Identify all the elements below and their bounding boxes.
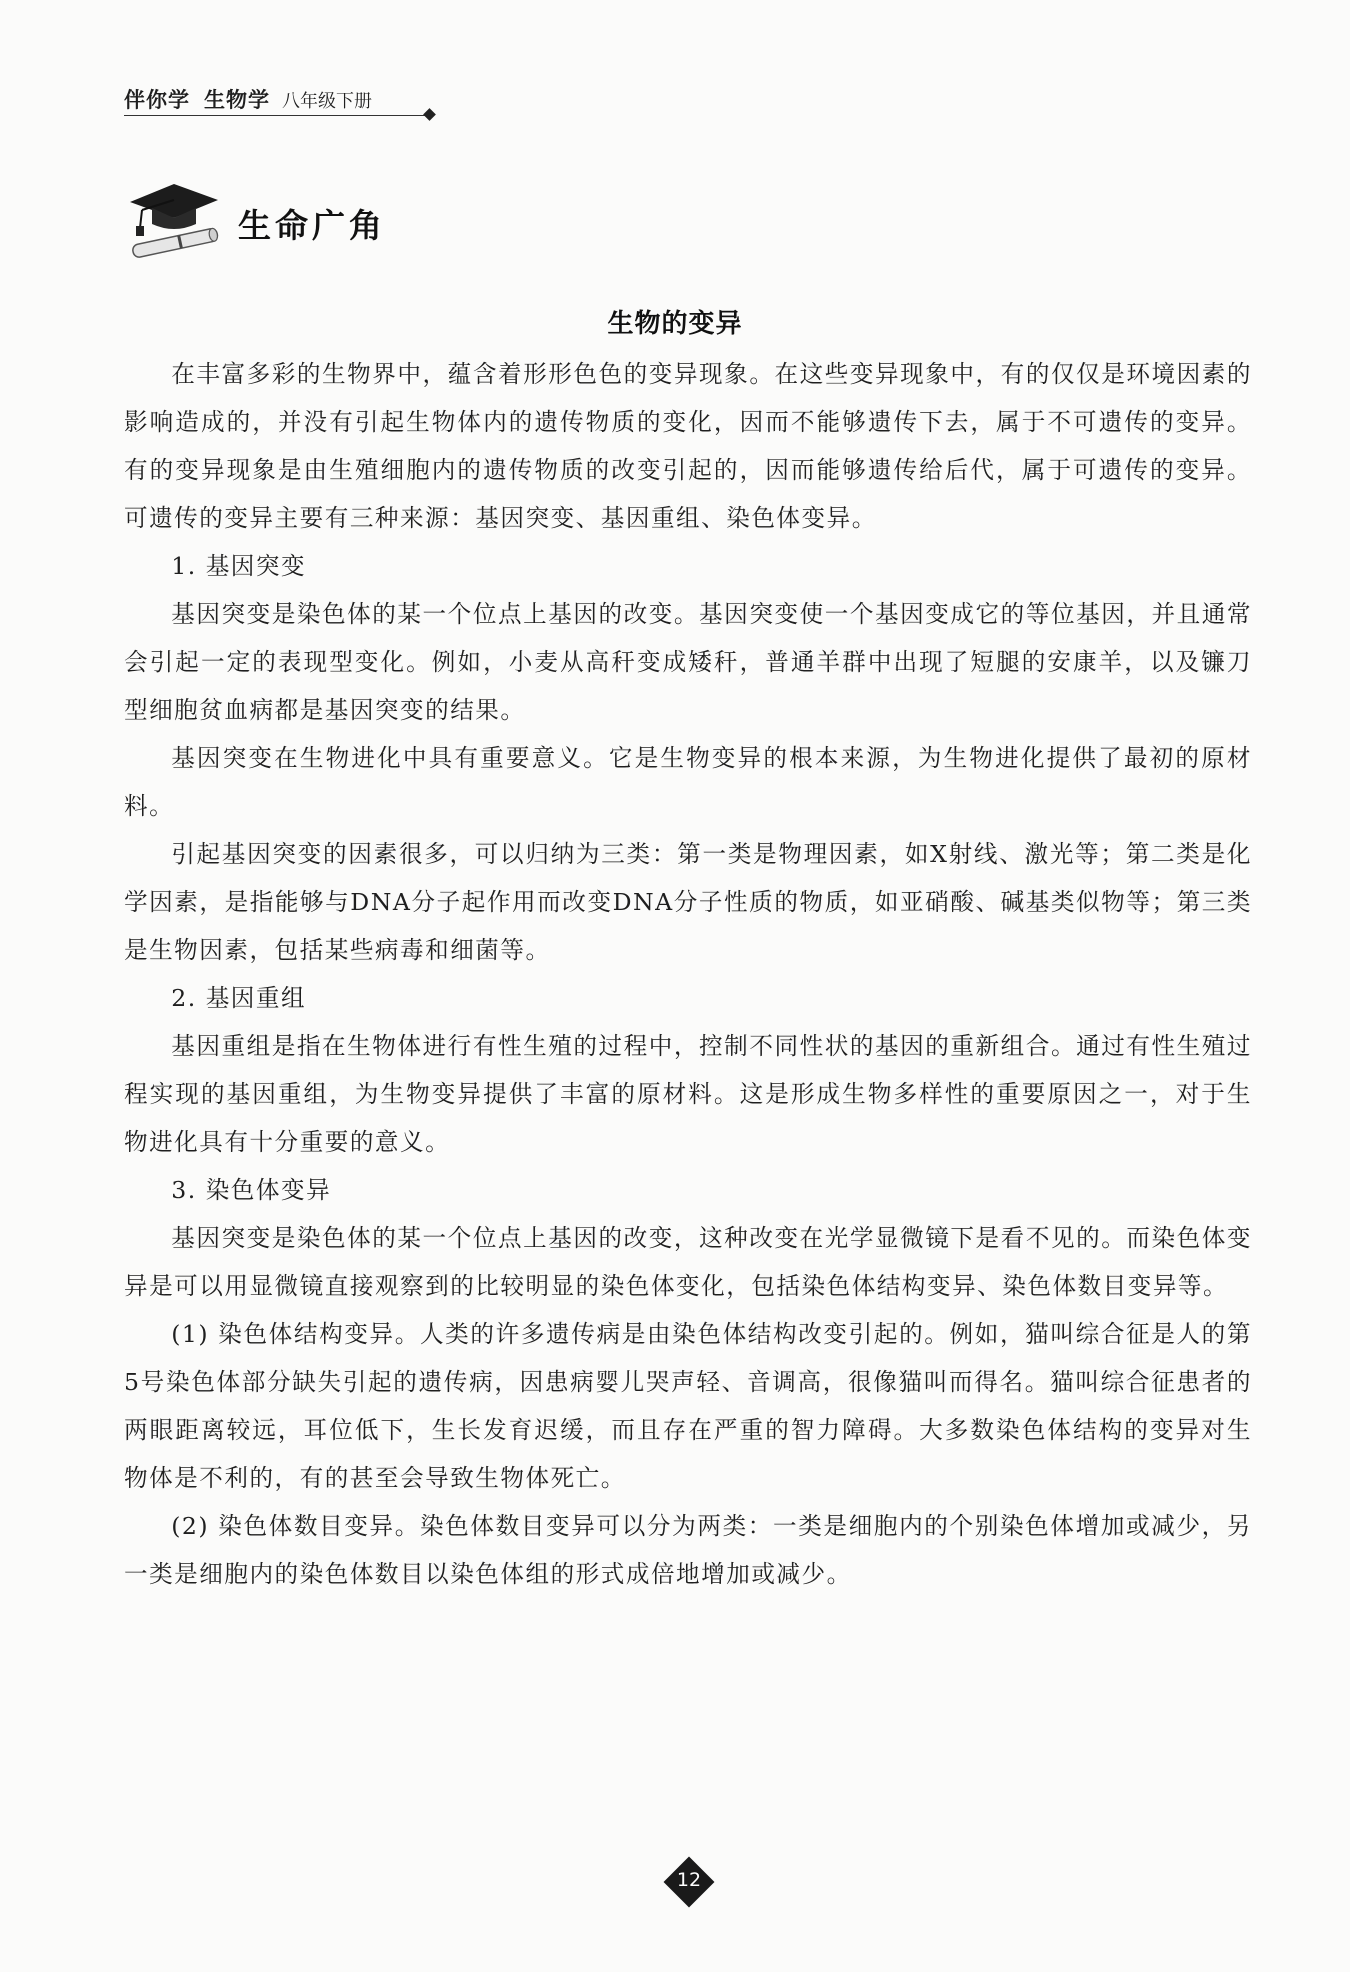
article-body bbox=[124, 350, 1252, 1598]
section-title: 生命广角 bbox=[238, 206, 386, 245]
header-subject: 生物学 bbox=[204, 88, 270, 112]
paragraph-gene-recombination: 基因重组是指在生物体进行有性生殖的过程中，控制不同性状的基因的重新组合。通过有性生殖过程实现的基因重组，为生物变异提供了丰富的原材料。这是形成生物多样性的重要原因之一，对于生物进化具有十分重要的意义。 bbox=[124, 1032, 1252, 1156]
paragraph-chromosome-variation: 基因突变是染色体的某一个位点上基因的改变，这种改变在光学显微镜下是看不见的。而染色体变异是可以用显微镜直接观察到的比较明显的染色体变化，包括染色体结构变异、染色体数目变异等。 bbox=[124, 1224, 1252, 1300]
header-grade: 八年级下册 bbox=[282, 91, 372, 112]
heading-gene-recombination: 2. 基因重组 bbox=[171, 984, 307, 1012]
heading-gene-mutation: 1. 基因突变 bbox=[171, 552, 307, 580]
intro-paragraph: 在丰富多彩的生物界中，蕴含着形形色色的变异现象。在这些变异现象中，有的仅仅是环境因素的影响造成的，并没有引起生物体内的遗传物质的变化，因而不能够遗传下去，属于不可遗传的变异。有的变异现象是由生殖细胞内的遗传物质的改变引起的，因而能够遗传给后代，属于可遗传的变异。可遗传的变异主要有三种来源：基因突变、基因重组、染色体变异。 bbox=[124, 360, 1252, 532]
paragraph-structural-variation: (1) 染色体结构变异。人类的许多遗传病是由染色体结构改变引起的。例如，猫叫综合征是人的第5号染色体部分缺失引起的遗传病，因患病婴儿哭声轻、音调高，很像猫叫而得名。猫叫综合征患者的两眼距离较远，耳位低下，生长发育迟缓，而且存在严重的智力障碍。大多数染色体结构的变异对生物体是不利的，有的甚至会导致生物体死亡。 bbox=[124, 1320, 1252, 1492]
header-series: 伴你学 bbox=[124, 88, 190, 112]
page-number: 12 bbox=[676, 1869, 702, 1891]
page-number-badge bbox=[664, 1857, 714, 1907]
heading-chromosome-variation: 3. 染色体变异 bbox=[171, 1176, 332, 1204]
running-header bbox=[124, 84, 444, 118]
paragraph-gene-mutation-factors: 引起基因突变的因素很多，可以归纳为三类：第一类是物理因素，如X射线、激光等；第二类是化学因素，是指能够与DNA分子起作用而改变DNA分子性质的物质，如亚硝酸、碱基类似物等；第三类是生物因素，包括某些病毒和细菌等。 bbox=[124, 840, 1252, 964]
header-rule bbox=[124, 115, 429, 116]
paragraph-gene-mutation-significance: 基因突变在生物进化中具有重要意义。它是生物变异的根本来源，为生物进化提供了最初的原材料。 bbox=[124, 744, 1252, 820]
graduation-cap-diploma-icon bbox=[122, 180, 222, 260]
article-title: 生物的变异 bbox=[607, 309, 743, 339]
paragraph-gene-mutation-definition: 基因突变是染色体的某一个位点上基因的改变。基因突变使一个基因变成它的等位基因，并且通常会引起一定的表现型变化。例如，小麦从高秆变成矮秆，普通羊群中出现了短腿的安康羊，以及镰刀型细胞贫血病都是基因突变的结果。 bbox=[124, 600, 1252, 724]
paragraph-numerical-variation: (2) 染色体数目变异。染色体数目变异可以分为两类：一类是细胞内的个别染色体增加或减少，另一类是细胞内的染色体数目以染色体组的形式成倍地增加或减少。 bbox=[124, 1512, 1252, 1588]
